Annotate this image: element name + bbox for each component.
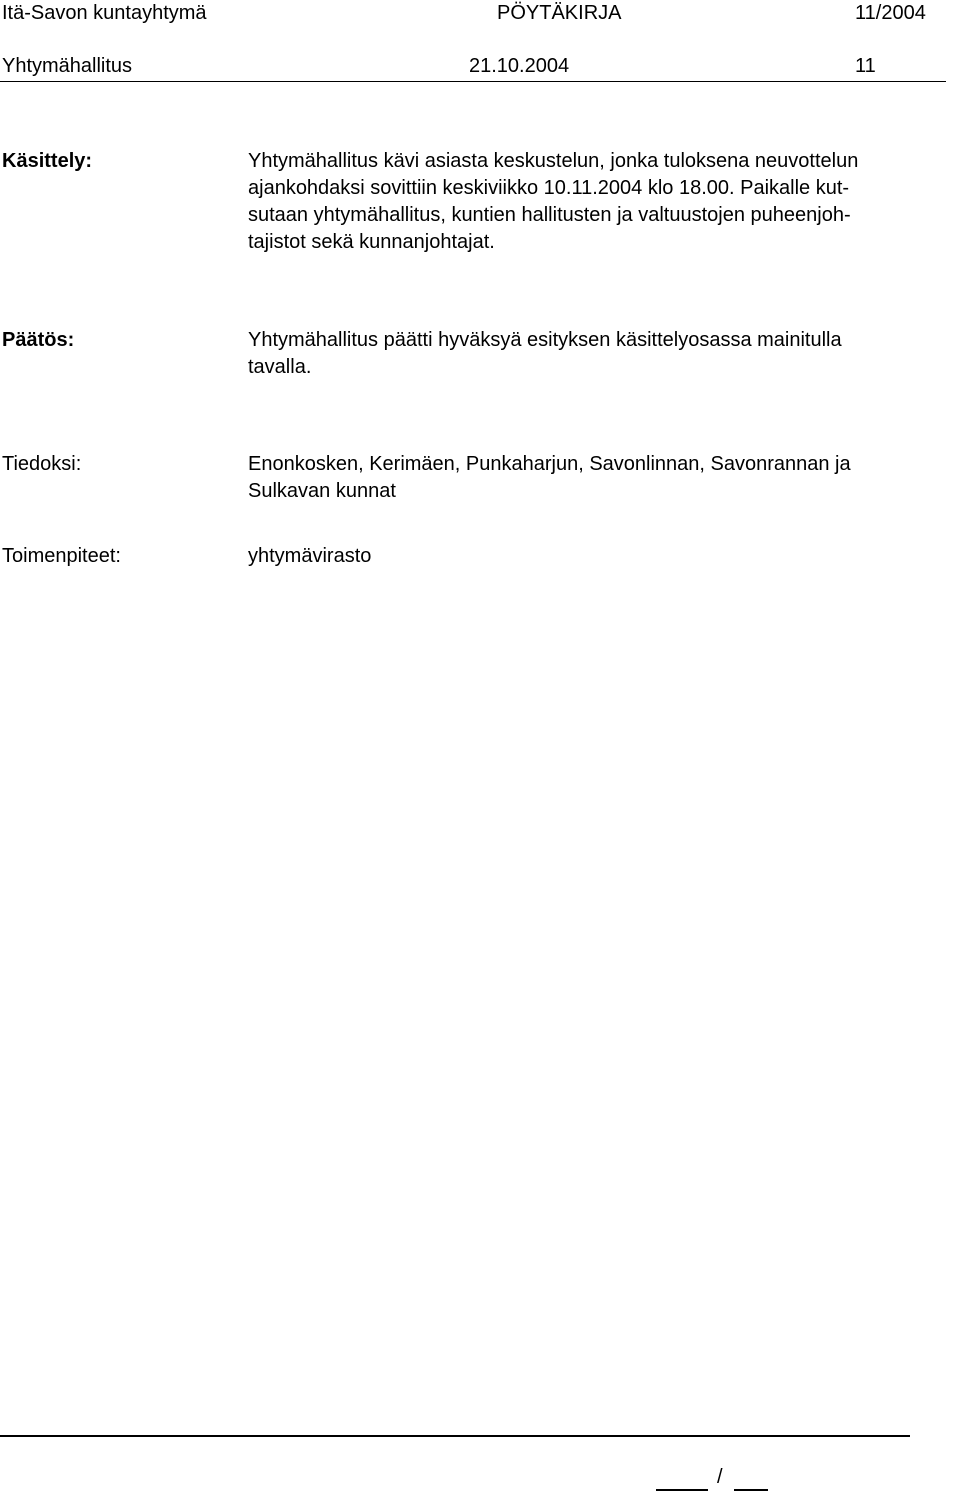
text-line: Yhtymähallitus päätti hyväksyä esityksen käsittelyosassa mainitulla — [248, 329, 842, 351]
section-label-tiedoksi: Tiedoksi: — [2, 453, 82, 475]
governing-body: Yhtymähallitus — [2, 55, 133, 77]
text-line: ajankohdaksi sovittiin keskiviikko 10.11.2004 klo 18.00. Paikalle kut- — [248, 177, 850, 199]
text-line: sutaan yhtymähallitus, kuntien hallitusten ja valtuustojen puheenjoh- — [248, 204, 851, 226]
text-line: Sulkavan kunnat — [248, 480, 396, 502]
section-label-paatos: Päätös: — [2, 329, 75, 351]
document-type: PÖYTÄKIRJA — [497, 2, 622, 24]
section-label-kasittely: Käsittely: — [2, 150, 93, 172]
meeting-date: 21.10.2004 — [469, 55, 570, 77]
section-label-toimenpiteet: Toimenpiteet: — [2, 545, 121, 567]
text-line: yhtymävirasto — [248, 545, 372, 567]
initials-blank — [656, 1465, 708, 1491]
initials-field — [656, 1464, 768, 1491]
text-line: Yhtymähallitus kävi asiasta keskustelun, jonka tuloksena neuvottelun — [248, 150, 859, 172]
organization-name: Itä-Savon kuntayhtymä — [2, 2, 207, 24]
header-divider — [0, 81, 946, 82]
initials-separator: / — [717, 1466, 723, 1488]
section-text-paatos — [248, 327, 960, 381]
page-number: 11 — [855, 55, 876, 77]
text-line: Enonkosken, Kerimäen, Punkaharjun, Savonlinnan, Savonrannan ja — [248, 453, 851, 475]
section-text-kasittely — [248, 148, 960, 256]
footer-divider — [0, 1435, 910, 1437]
initials-blank — [734, 1465, 768, 1491]
text-line: tajistot sekä kunnanjohtajat. — [248, 231, 495, 253]
section-text-toimenpiteet — [248, 543, 960, 570]
document-number: 11/2004 — [855, 2, 926, 24]
text-line: tavalla. — [248, 356, 312, 378]
section-text-tiedoksi — [248, 451, 960, 505]
